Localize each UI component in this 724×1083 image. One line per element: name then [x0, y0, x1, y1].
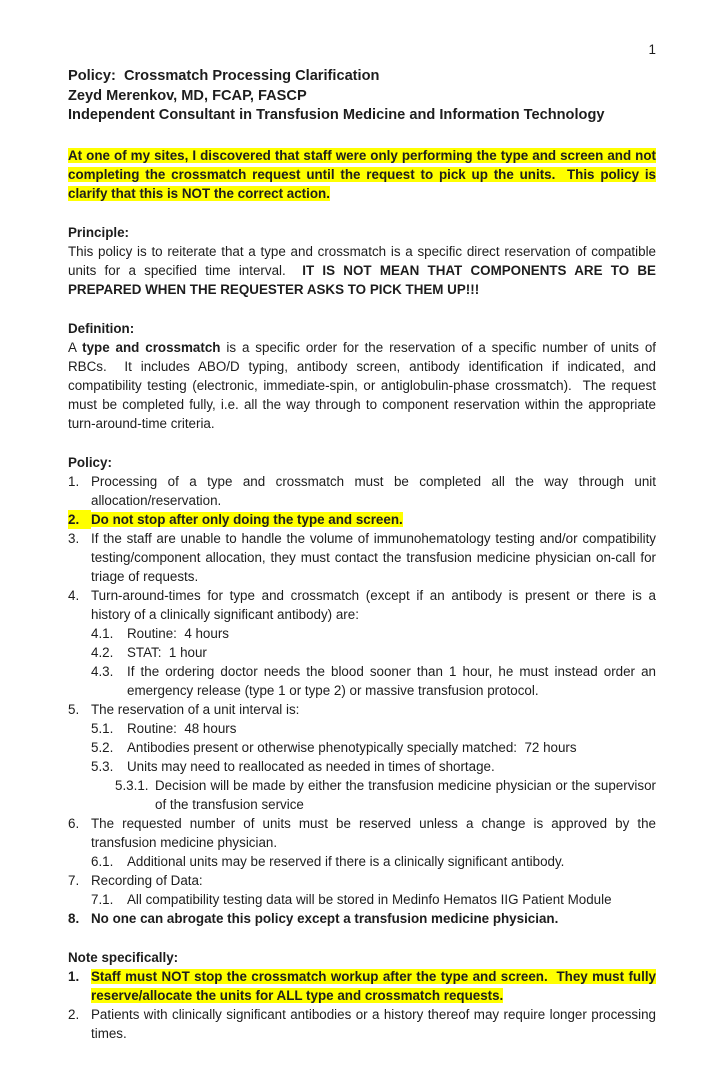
- policy-item-number: 8.: [68, 910, 80, 926]
- policy-item-text: Units may need to reallocated as needed in times of shortage.: [127, 758, 495, 774]
- policy-item-number: 5.: [68, 701, 80, 717]
- note-heading: Note specifically:: [68, 949, 179, 965]
- page-number: 1: [648, 42, 656, 57]
- policy-item-text: Turn-around-times for type and crossmatch (except if an antibody is present or there is a history of a clinically significant antibody) are:: [91, 587, 656, 622]
- policy-item-text: If the ordering doctor needs the blood sooner than 1 hour, he must instead order an emergency release (type 1 or type 2) or massive transfusion protocol.: [127, 663, 656, 698]
- definition-term: type and crossmatch: [82, 339, 221, 355]
- policy-item-number: 4.3.: [91, 663, 114, 679]
- note-item-number: 2.: [68, 1006, 80, 1022]
- policy-item-number: 6.1.: [91, 853, 114, 869]
- policy-item-7-1: [91, 890, 656, 909]
- policy-item-text: Antibodies present or otherwise phenotypically specially matched: 72 hours: [127, 739, 577, 755]
- policy-item-number: 6.: [68, 815, 80, 831]
- policy-item-5-1: [91, 719, 656, 738]
- policy-item-number: 2.: [68, 510, 91, 529]
- policy-item-6-1: [91, 852, 656, 871]
- note-section: [68, 948, 656, 1043]
- policy-item-4: [68, 586, 656, 624]
- policy-item-number: 4.1.: [91, 625, 114, 641]
- title-block: [68, 67, 656, 126]
- policy-item-text: If the staff are unable to handle the volume of immunohematology testing and/or compatibility testing/component allocation, they must contact the transfusion medicine physician on-call for triage of requests.: [91, 530, 656, 584]
- doc-author-role: Independent Consultant in Transfusion Medicine and Information Technology: [68, 107, 605, 123]
- doc-title: Policy: Crossmatch Processing Clarification: [68, 68, 380, 84]
- policy-item-number: 4.: [68, 587, 80, 603]
- policy-item-number: 4.2.: [91, 644, 114, 660]
- policy-item-4-2: [91, 643, 656, 662]
- note-item-text: Patients with clinically significant antibodies or a history thereof may require longer processing times.: [91, 1006, 656, 1041]
- note-item-text: [91, 967, 656, 1005]
- policy-item-5-2: [91, 738, 656, 757]
- policy-item-text: STAT: 1 hour: [127, 644, 207, 660]
- note-item-1-highlight: Staff must NOT stop the crossmatch workup after the type and screen. They must fully reserve/allocate the units for ALL type and crossmatch requests.: [91, 968, 656, 1003]
- definition-rest: is a specific order for the reservation of a specific number of units of RBCs. It includes ABO/D typing, antibody screen, antibody identification if indicated, and compatibility testing (electronic, immediate-spin, or antiglobulin-phase crossmatch). The request must be completed fully, i.e. all the way through to component reservation within the appropriate turn-around-time criteria.: [68, 339, 657, 431]
- policy-item-5-3: [91, 757, 656, 776]
- policy-item-text: Routine: 4 hours: [127, 625, 229, 641]
- policy-item-1: [68, 472, 656, 510]
- policy-item-5-3-1: [115, 776, 656, 814]
- policy-item-4-1: [91, 624, 656, 643]
- policy-item-text: The reservation of a unit interval is:: [91, 701, 300, 717]
- policy-item-text: Routine: 48 hours: [127, 720, 237, 736]
- policy-item-text: [91, 510, 656, 529]
- policy-item-number: 5.2.: [91, 739, 114, 755]
- note-item-number: 1.: [68, 968, 80, 984]
- policy-section: [68, 453, 656, 928]
- note-item-1: [68, 967, 656, 1005]
- policy-item-number: 5.3.1.: [115, 777, 149, 793]
- definition-lead: A: [68, 339, 83, 355]
- principle-body-text: This policy is to reiterate that a type and crossmatch is a specific direct reservation of compatible units for a specified time interval.: [68, 243, 656, 278]
- policy-item-text: All compatibility testing data will be stored in Medinfo Hematos IIG Patient Module: [127, 891, 612, 907]
- policy-item-5: [68, 700, 656, 719]
- policy-item-text: Decision will be made by either the transfusion medicine physician or the supervisor of the transfusion service: [155, 777, 656, 812]
- policy-item-6: [68, 814, 656, 852]
- policy-item-text: Processing of a type and crossmatch must be completed all the way through unit allocation/reservation.: [91, 473, 656, 508]
- policy-item-number: 5.1.: [91, 720, 114, 736]
- policy-heading: Policy:: [68, 454, 112, 470]
- principle-heading: Principle:: [68, 224, 130, 240]
- definition-heading: Definition:: [68, 320, 135, 336]
- policy-item-text: Additional units may be reserved if there is a clinically significant antibody.: [127, 853, 565, 869]
- policy-item-7: [68, 871, 656, 890]
- principle-body-emphasis: IT IS NOT MEAN THAT COMPONENTS ARE TO BE PREPARED WHEN THE REQUESTER ASKS TO PICK THEM UP!!!: [68, 262, 656, 297]
- policy-item-2: [68, 510, 656, 529]
- definition-body: [68, 338, 656, 433]
- policy-item-number: 1.: [68, 473, 80, 489]
- policy-item-text: The requested number of units must be reserved unless a change is approved by the transfusion medicine physician.: [91, 815, 656, 850]
- principle-section: [68, 223, 656, 299]
- intro-paragraph: [68, 146, 656, 203]
- policy-item-number: 3.: [68, 530, 80, 546]
- policy-item-text: No one can abrogate this policy except a transfusion medicine physician.: [91, 910, 559, 926]
- policy-item-number: 7.: [68, 872, 80, 888]
- policy-item-8: [68, 909, 656, 928]
- policy-item-3: [68, 529, 656, 586]
- doc-author: Zeyd Merenkov, MD, FCAP, FASCP: [68, 87, 307, 104]
- definition-section: [68, 319, 656, 433]
- principle-body: [68, 242, 656, 299]
- policy-item-number: 7.1.: [91, 891, 114, 907]
- policy-item-4-3: [91, 662, 656, 700]
- intro-highlight: At one of my sites, I discovered that staff were only performing the type and screen and not completing the crossmatch request until the request to pick up the units. This policy is clarify that this is NOT the correct action.: [68, 147, 656, 201]
- policy-item-text: Recording of Data:: [91, 872, 203, 888]
- policy-item-number: 5.3.: [91, 758, 114, 774]
- policy-item-2-highlight: Do not stop after only doing the type and screen.: [91, 511, 403, 527]
